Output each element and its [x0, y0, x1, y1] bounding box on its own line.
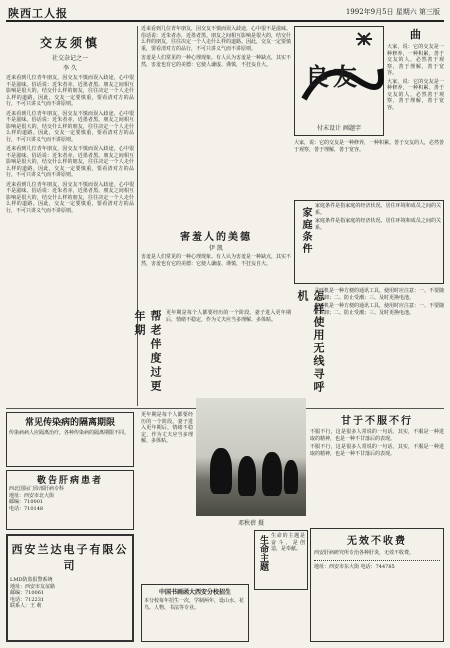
- clinic-ad-title: 敬告肝病患者: [36, 476, 103, 486]
- hospital-ad: [6, 412, 134, 467]
- article-shyness-body: 害羞是人们常见的一种心理现象。有人认为害羞是一种缺点，其实不然，害羞也有它的美德：它使人谦虚、谨慎，不狂妄自大。: [141, 254, 292, 267]
- article-proud: [310, 412, 444, 522]
- article-pager-body: 寻呼机是一种方便的通讯工具，使用时应注意：一、不要随意拆卸；二、防止受潮；三、及时更换电池。: [314, 288, 445, 301]
- divider: [137, 26, 138, 406]
- company-ad-line: 邮编：710061: [10, 590, 45, 596]
- free-treatment-ad-contact: 地址：西安市东大街 电话：744785: [314, 563, 395, 570]
- masthead-title: 陕西工人报: [8, 7, 68, 20]
- right-column-title: 曲: [410, 28, 421, 41]
- company-ad: [6, 534, 134, 642]
- photo-caption: 邓秋蓓 摄: [238, 520, 264, 527]
- article-proud-body: 不服不行，这是很多人常说的一句话。其实，不服是一种进取的精神，也是一种不甘落后的表现。: [310, 429, 444, 442]
- life-theme-body: 生命的主题是奋斗，是创造，是奉献。: [271, 533, 305, 552]
- photo-figure: [210, 448, 232, 494]
- company-ad-line: 地址：西安市友谊路: [10, 583, 56, 590]
- article-pager: [294, 288, 444, 406]
- family-box: [294, 200, 444, 284]
- photo-figure: [238, 456, 256, 496]
- company-ad-line: 联系人：王 莉: [10, 603, 42, 609]
- clinic-ad-line: 西北国际门诊部肝病专科: [9, 486, 65, 492]
- logo-sun-rays-icon: [356, 33, 372, 45]
- article-friendship-subtitle: 社交杂记之一: [51, 55, 88, 62]
- vertical-article-body: 更年期是每个人都要经历的一个阶段。妻子进入更年期后，情绪不稳定，作为丈夫应当多理解、多体贴。: [166, 310, 291, 323]
- masthead: [6, 4, 444, 22]
- article-friendship-body-cont2: 近来看到几位青年朋友，因交友不慎而误入歧途，心中很不是滋味。俗话说：近朱者赤，近墨者黑。朋友之间相互影响是很大的，结交什么样的朋友，往往决定一个人走什么样的道路。因此，交友一定要慎重，要看清对方的品行，不可只讲义气而不讲原则。: [6, 146, 134, 178]
- article-friendship-body: 近来看到几位青年朋友，因交友不慎而误入歧途，心中很不是滋味。俗话说：近朱者赤，近墨者黑。朋友之间相互影响是很大的，结交什么样的朋友，往往决定一个人走什么样的道路。因此，交友一定要慎重，要看清对方的品行，不可只讲义气而不讲原则。: [6, 75, 134, 107]
- article-top-middle: [141, 26, 291, 224]
- photo-figure: [262, 452, 282, 496]
- clinic-ad-line: 电话：710148: [9, 505, 44, 512]
- hospital-ad-title: 常见传染病的隔离期限: [24, 418, 115, 428]
- article-friendship: [6, 26, 134, 406]
- logo-glyphs: 良友: [305, 62, 361, 91]
- hospital-ad-body: 传染病病人应隔离治疗，各种传染病的隔离期限不同。: [9, 430, 130, 436]
- art-school-ad-body: 本分校每年招生一次，学制两年，设山水、花鸟、人物、书法等专业。: [144, 598, 245, 611]
- article-shyness-title: 害羞人的美德: [180, 232, 252, 243]
- family-box-title: 家庭条件: [300, 207, 311, 255]
- article-pager-body2: 寻呼机是一种方便的通讯工具，使用时应注意：一、不要随意拆卸；二、防止受潮；三、及时更换电池。: [314, 303, 445, 316]
- free-treatment-ad-title: 无效不收费: [347, 536, 407, 547]
- good-friend-logo-box: [294, 26, 384, 136]
- company-ad-line: 电话：712231: [10, 596, 45, 603]
- life-theme-box: [254, 530, 308, 590]
- company-ad-line: LMD防盗报警系统: [10, 577, 53, 583]
- article-friendship-author: 李 久: [63, 65, 77, 72]
- family-box-body: 家庭条件是指家庭的经济状况、居住环境和成员之间的关系。: [315, 203, 441, 216]
- article-proud-title: 甘于不服不行: [341, 416, 413, 427]
- free-treatment-ad: [310, 528, 444, 642]
- family-box-body2: 家庭条件是指家庭的经济状况、居住环境和成员之间的关系。: [315, 218, 441, 231]
- clinic-ad: [6, 470, 134, 530]
- free-treatment-ad-body: 西安肝病研究所专治各种肝炎，无效不收费。: [314, 550, 415, 556]
- art-school-ad-title: 中国书画函大西安分校招生: [158, 589, 231, 596]
- art-school-ad: [141, 584, 249, 642]
- article-shyness-author: 伊 凯: [209, 245, 223, 252]
- article-friendship-title: 交友须慎: [39, 36, 100, 50]
- photo-children-beach: [196, 398, 306, 516]
- article-proud-body2: 不服不行，这是很多人常说的一句话。其实，不服是一种进取的精神，也是一种不甘落后的表现。: [310, 444, 444, 457]
- article-pager-title: 怎样使用无线寻呼机: [296, 290, 325, 394]
- right-column-lower: 大家，说：它的交友是一种修养，一种积累。善于交友的人，必然善于观察，善于理解，善于宽容。: [294, 140, 445, 153]
- article-friendship-body-cont: 近来看到几位青年朋友，因交友不慎而误入歧途，心中很不是滋味。俗话说：近朱者赤，近墨者黑。朋友之间相互影响是很大的，结交什么样的朋友，往往决定一个人走什么样的道路。因此，交友一定要慎重，要看清对方的品行，不可只讲义气而不讲原则。: [6, 110, 134, 143]
- vertical-headline: 帮老伴度过更年期: [133, 310, 162, 394]
- right-column-body: 大家，说：它的交友是一种修养，一种积累。善于交友的人，必然善于观察，善于理解，善于宽容。: [387, 44, 444, 76]
- masthead-date: 1992年9月5日 星期六 第三版: [345, 8, 440, 16]
- article-middle-lower: 更年期是每个人都要经历的一个阶段。妻子进入更年期后，情绪不稳定，作为丈夫应当多理解、多体贴。: [141, 412, 193, 444]
- clinic-ad-line: 地址：西安市北大街: [9, 492, 55, 499]
- life-theme-title: 生命主题: [258, 535, 268, 571]
- photo-figure: [284, 460, 298, 494]
- divider: [314, 560, 440, 561]
- logo-caption: 付末设计 画题字: [317, 125, 361, 132]
- article-friendship-body-cont3: 近来看到几位青年朋友，因交友不慎而误入歧途，心中很不是滋味。俗话说：近朱者赤，近墨者黑。朋友之间相互影响是很大的，结交什么样的朋友，往往决定一个人走什么样的道路。因此，交友一定要慎重，要看清对方的品行，不可只讲义气而不讲原则。: [6, 181, 134, 214]
- article-top-middle-body: 近来看到几位青年朋友，因交友不慎而误入歧途，心中很不是滋味。俗话说：近朱者赤，近墨者黑。朋友之间相互影响是很大的，结交什么样的朋友，往往决定一个人走什么样的道路。因此，交友一定要慎重，要看清对方的品行，不可只讲义气而不讲原则。: [141, 26, 292, 52]
- company-ad-title: 西安兰达电子有限公司: [11, 543, 129, 572]
- article-top-middle-body2: 害羞是人们常见的一种心理现象。有人认为害羞是一种缺点，其实不然，害羞也有它的美德：它使人谦虚、谨慎，不狂妄自大。: [141, 55, 292, 68]
- clinic-ad-line: 邮编：710001: [9, 499, 44, 505]
- right-column-body2: 大家，说：它的交友是一种修养，一种积累。善于交友的人，必然善于观察，善于理解，善于宽容。: [387, 78, 444, 111]
- article-shyness: [141, 228, 291, 308]
